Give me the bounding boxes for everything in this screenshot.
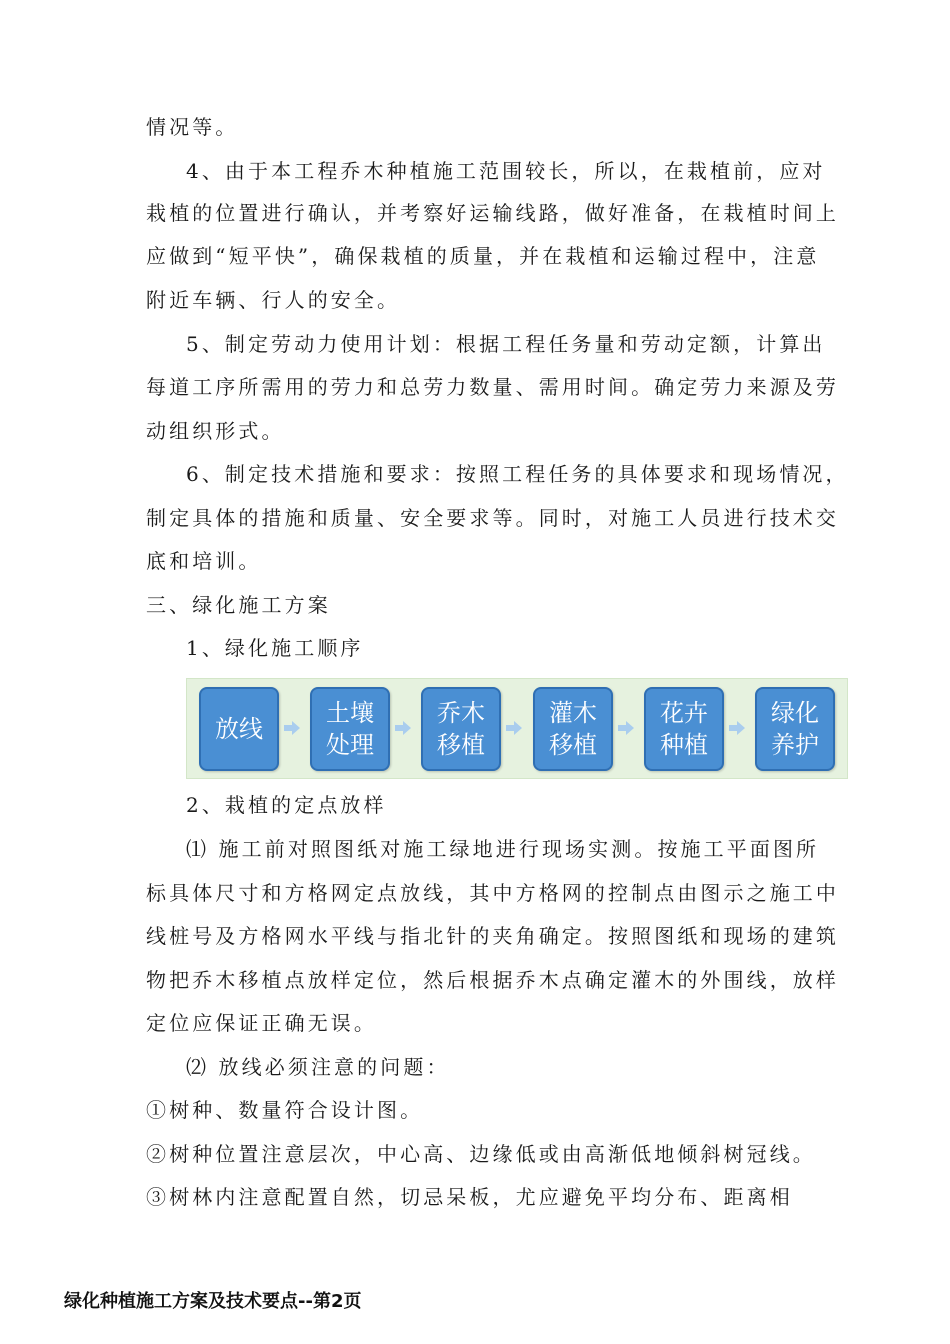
paragraph-line: 附近车辆、行人的安全。 xyxy=(146,288,401,312)
paragraph-line: 物把乔木移植点放样定位，然后根据乔木点确定灌木的外围线，放样 xyxy=(146,968,839,992)
subsection-heading: 1、绿化施工顺序 xyxy=(186,636,364,660)
flow-step-box: 绿化养护 xyxy=(755,687,835,771)
paragraph-line: 情况等。 xyxy=(146,115,239,139)
section-heading: 三、绿化施工方案 xyxy=(146,593,331,617)
paragraph-line: ⑵ 放线必须注意的问题： xyxy=(186,1055,450,1079)
paragraph-line: 制定具体的措施和质量、安全要求等。同时，对施工人员进行技术交 xyxy=(146,506,839,530)
flow-step-box: 乔木移植 xyxy=(421,687,501,771)
paragraph-line: 线桩号及方格网水平线与指北针的夹角确定。按照图纸和现场的建筑 xyxy=(146,924,839,948)
flow-step-box: 放线 xyxy=(199,687,279,771)
list-item: ③树林内注意配置自然，切忌呆板，尤应避免平均分布、距离相 xyxy=(146,1185,793,1209)
paragraph-line: 每道工序所需用的劳力和总劳力数量、需用时间。确定劳力来源及劳 xyxy=(146,375,839,399)
flow-step-box: 土壤处理 xyxy=(310,687,390,771)
paragraph-line: 4、由于本工程乔木种植施工范围较长，所以，在栽植前，应对 xyxy=(186,159,826,183)
paragraph-line: 6、制定技术措施和要求：按照工程任务的具体要求和现场情况， xyxy=(186,462,849,486)
paragraph-line: 动组织形式。 xyxy=(146,419,285,443)
page-footer: 绿化种植施工方案及技术要点--第2页 xyxy=(64,1291,362,1312)
arrow-right-icon xyxy=(505,719,523,737)
arrow-right-icon xyxy=(617,719,635,737)
list-item: ②树种位置注意层次，中心高、边缘低或由高渐低地倾斜树冠线。 xyxy=(146,1142,816,1166)
paragraph-line: 底和培训。 xyxy=(146,549,262,573)
flow-step-box: 灌木移植 xyxy=(533,687,613,771)
paragraph-line: ⑴ 施工前对照图纸对施工绿地进行现场实测。按施工平面图所 xyxy=(186,837,820,861)
flow-step-box: 花卉种植 xyxy=(644,687,724,771)
arrow-right-icon xyxy=(394,719,412,737)
paragraph-line: 栽植的位置进行确认，并考察好运输线路，做好准备，在栽植时间上 xyxy=(146,201,839,225)
paragraph-line: 定位应保证正确无误。 xyxy=(146,1011,377,1035)
construction-sequence-diagram xyxy=(186,678,848,779)
subsection-heading: 2、栽植的定点放样 xyxy=(186,793,387,817)
paragraph-line: 标具体尺寸和方格网定点放线，其中方格网的控制点由图示之施工中 xyxy=(146,881,839,905)
arrow-right-icon xyxy=(283,719,301,737)
list-item: ①树种、数量符合设计图。 xyxy=(146,1098,424,1122)
paragraph-line: 应做到“短平快”，确保栽植的质量，并在栽植和运输过程中，注意 xyxy=(146,244,820,268)
arrow-right-icon xyxy=(728,719,746,737)
paragraph-line: 5、制定劳动力使用计划：根据工程任务量和劳动定额，计算出 xyxy=(186,332,826,356)
